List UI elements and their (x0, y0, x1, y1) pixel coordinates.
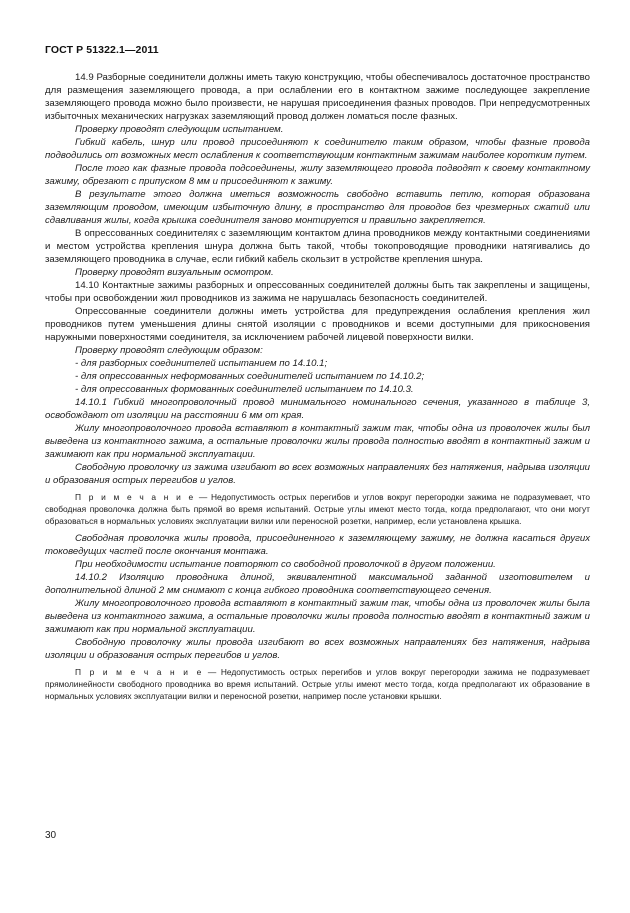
paragraph: 14.10.2 Изоляцию проводника длиной, эквивалентной максимальной заданной изготовителем и дополнительной длиной 2 мм снимают с конца гибкого проводника соответствующего сечения. (45, 571, 590, 596)
paragraph: Жилу многопроволочного провода вставляют в контактный зажим так, чтобы одна из проволочек жилы был выведена из контактного зажима, а остальные проволочки жилы провода полностью вводят в контактный зажим и зажимают как при нормальной эксплуатации. (45, 423, 590, 460)
paragraph: Гибкий кабель, шнур или провод присоединяют к соединителю таким образом, чтобы фазные провода подводились от возможных мест ослабления к соответствующим контактным зажимам наиболее коротким путем. (45, 137, 590, 161)
page-number: 30 (45, 830, 57, 841)
paragraph: Свободную проволочку из зажима изгибают во всех возможных направлениях без натяжения, надрыва изоляции и образования острых перегибов и углов. (45, 462, 590, 486)
paragraph: Жилу многопроволочного провода вставляют в контактный зажим так, чтобы одна из проволочек жилы была выведена из контактного зажима, а остальные проволочки жилы провода полностью вводят в контактный зажим и зажимают как при нормальной эксплуатации. (45, 597, 590, 635)
note-text: — Недопустимость острых перегибов и углов вокруг перегородки зажима не подразумевает прямолинейности свободного проводника во время испытаний. Острые углы имеют место тогда, когда предполагают их образование в нормальных условиях эксплуатации вилки и переносной розетки, например после установки крышки. (45, 666, 590, 702)
paragraph: Проверку проводят следующим образом: (75, 345, 263, 356)
note-label: П р и м е ч а н и е (75, 666, 204, 677)
list-item: - для опрессованных формованных соединителей испытанием по 14.10.3. (75, 384, 414, 395)
document-body (45, 71, 590, 706)
paragraph: Опрессованные соединители должны иметь устройства для предупреждения ослабления крепления жил проводников путем уменьшения длины снятой изоляции с проводников и всеми доступными для прикосновения наружными поверхностями соединителя, за исключением рабочей лицевой поверхности вилки. (45, 306, 590, 343)
paragraph: Проверку проводят следующим испытанием. (75, 124, 284, 135)
note-text: — Недопустимость острых перегибов и углов вокруг перегородки зажима не подразумевает, что свободная проволочка должна быть прямой во время испытаний. Острые углы имеют место тогда, когда предполагают, что они могут образоваться в нормальных условиях эксплуатации вилки или переносной розетки, например, если установлена крышка. (45, 492, 590, 527)
list-item: - для разборных соединителей испытанием по 14.10.1; (75, 358, 328, 369)
note (45, 666, 590, 703)
paragraph: Свободная проволочка жилы провода, присоединенного к заземляющему зажиму, не должна касаться других токоведущих частей после окончания монтажа. (45, 532, 590, 557)
paragraph: Проверку проводят визуальным осмотром. (75, 267, 274, 278)
paragraph: В опрессованных соединителях с заземляющим контактом длина проводников между контактными соединениями и местом устройства крепления шнура должна быть такой, чтобы токопроводящие проводники натягивались до заземляющего проводника в случае, если гибкий кабель скользит в устройстве крепления шнура. (45, 228, 590, 265)
note (45, 491, 590, 528)
paragraph: При необходимости испытание повторяют со свободной проволочкой в другом положении. (75, 558, 496, 570)
paragraph: 14.9 Разборные соединители должны иметь такую конструкцию, чтобы обеспечивалось достаточное пространство для размещения заземляющего провода, а при ослаблении его в контактном зажиме последующее закрепление заземляющего провода можно было произвести, не нарушая присоединения фазных проводов. При непредусмотренных избыточных механических нагрузках заземляющий провод должен ломаться после фазных. (45, 72, 590, 122)
paragraph: Свободную проволочку жилы провода изгибают во всех возможных направлениях без натяжения, надрыва изоляции и образования острых перегибов и углов. (45, 636, 590, 661)
paragraph: 14.10 Контактные зажимы разборных и опрессованных соединителей должны быть так закреплены и защищены, чтобы при освобождении жил проводников из зажима не нарушалась безопасность соединителей. (45, 280, 590, 304)
page-header: ГОСТ Р 51322.1—2011 (45, 44, 159, 56)
note-label: П р и м е ч а н и е (75, 492, 196, 502)
paragraph: 14.10.1 Гибкий многопроволочный провод минимального номинального сечения, указанного в таблице 3, освобождают от изоляции на расстоянии 6 мм от края. (45, 397, 590, 421)
paragraph: В результате этого должна иметься возможность свободно вставить петлю, которая образована заземляющим проводом, имеющим избыточную длину, в пространство для проводов без чрезмерных сжатий или сдавливания жилы, когда крышка соединителя заново монтируется и правильно закрепляется. (45, 189, 590, 226)
list-item: - для опрессованных неформованных соединителей испытанием по 14.10.2; (75, 371, 425, 382)
paragraph: После того как фазные провода подсоединены, жилу заземляющего провода подводят к своему контактному зажиму, обрезают с припуском 8 мм и присоединяют к зажиму. (45, 163, 590, 187)
